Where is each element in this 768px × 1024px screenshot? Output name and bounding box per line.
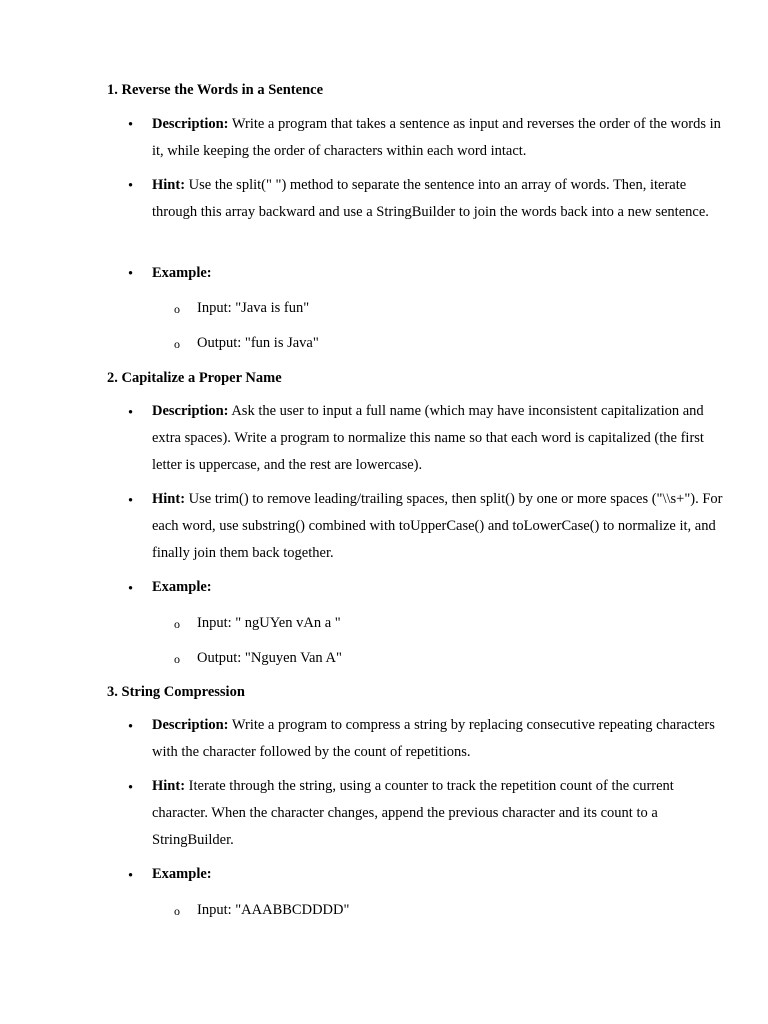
section-2-hint: [152, 486, 724, 567]
bullet: •: [128, 493, 134, 509]
hint-label: Hint:: [152, 778, 186, 794]
section-2-heading: 2. Capitalize a Proper Name: [107, 370, 282, 386]
section-1-example: [152, 260, 724, 287]
example-label: Example:: [152, 265, 212, 281]
bullet: •: [128, 117, 134, 133]
description-text: Write a program to compress a string by replacing consecutive repeating characters with the character followed by the count of repetitions.: [152, 717, 715, 760]
description-label: Description:: [152, 717, 229, 733]
bullet: •: [128, 178, 134, 194]
section-1-heading: 1. Reverse the Words in a Sentence: [107, 82, 323, 98]
bullet: •: [128, 266, 134, 282]
sub-bullet: o: [174, 337, 180, 351]
hint-text: Iterate through the string, using a counter to track the repetition count of the current character. When the character changes, append the previous character and its count to a StringBuilder.: [152, 778, 674, 848]
description-label: Description:: [152, 403, 229, 419]
bullet: •: [128, 868, 134, 884]
section-2-description: [152, 398, 724, 479]
section-1-hint: [152, 172, 724, 226]
hint-label: Hint:: [152, 491, 186, 507]
section-2-example-output: Output: "Nguyen Van A": [197, 650, 342, 666]
section-3-heading: 3. String Compression: [107, 684, 245, 700]
bullet: •: [128, 780, 134, 796]
hint-label: Hint:: [152, 177, 186, 193]
section-3-example: [152, 861, 724, 888]
hint-text: Use trim() to remove leading/trailing spaces, then split() by one or more spaces ("\\s+"). For each word, use substring() combined with toUpperCase() and toLowerCase() to normalize it, and finally join them back together.: [152, 491, 723, 561]
description-text: Ask the user to input a full name (which may have inconsistent capitalization and extra spaces). Write a program to normalize this name so that each word is capitalized (the first letter is uppercase, and the rest are lowercase).: [152, 403, 704, 473]
description-label: Description:: [152, 116, 229, 132]
sub-bullet: o: [174, 617, 180, 631]
description-text: Write a program that takes a sentence as input and reverses the order of the words in it, while keeping the order of characters within each word intact.: [152, 116, 721, 159]
sub-bullet: o: [174, 904, 180, 918]
section-1-example-input: Input: "Java is fun": [197, 300, 310, 316]
section-1-description: [152, 111, 724, 165]
section-2-example: [152, 574, 724, 601]
bullet: •: [128, 719, 134, 735]
section-3-example-input: Input: "AAABBCDDDD": [197, 902, 350, 918]
hint-text: Use the split(" ") method to separate the sentence into an array of words. Then, iterate through this array backward and use a StringBuilder to join the words back into a new sentence.: [152, 177, 709, 220]
section-1-example-output: Output: "fun is Java": [197, 335, 319, 351]
sub-bullet: o: [174, 652, 180, 666]
section-2-example-input: Input: " ngUYen vAn a ": [197, 615, 341, 631]
sub-bullet: o: [174, 302, 180, 316]
example-label: Example:: [152, 866, 212, 882]
section-3-description: [152, 712, 724, 766]
bullet: •: [128, 405, 134, 421]
bullet: •: [128, 581, 134, 597]
section-3-hint: [152, 773, 724, 854]
example-label: Example:: [152, 579, 212, 595]
